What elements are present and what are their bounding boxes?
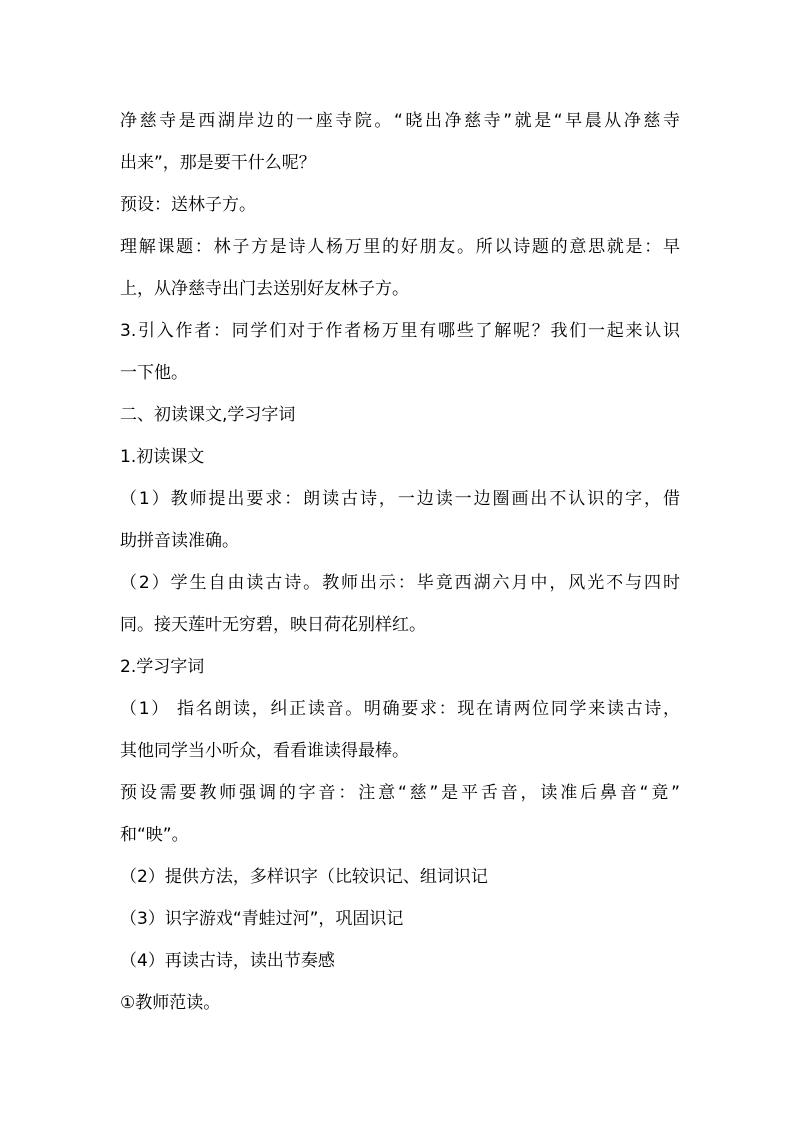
paragraph-line: 上，从净慈寺出门去送别好友林子方。 — [120, 279, 409, 299]
paragraph-line: （3）识字游戏“青蛙过河”，巩固识记 — [120, 909, 404, 929]
paragraph-line: 助拼音读准确。 — [120, 531, 239, 551]
paragraph-line: （4）再读古诗，读出节奏感 — [120, 951, 335, 971]
paragraph-line: （2）提供方法，多样识字（比较识记、组词识记 — [120, 867, 488, 887]
paragraph-line: 其他同学当小听众，看看谁读得最棒。 — [120, 741, 409, 761]
paragraph-line: 同。接天莲叶无穷碧，映日荷花别样红。 — [120, 615, 426, 635]
paragraph-line: ①教师范读。 — [120, 993, 221, 1013]
paragraph-line: （1） 指名朗读，纠正读音。明确要求：现在请两位同学来读古诗， — [120, 699, 680, 719]
paragraph-line: 和“映”。 — [120, 825, 189, 845]
paragraph-line: 3.引入作者：同学们对于作者杨万里有哪些了解呢？我们一起来认识 — [120, 321, 680, 341]
paragraph-line: 净慈寺是西湖岸边的一座寺院。“晓出净慈寺”就是“早晨从净慈寺 — [120, 111, 680, 131]
subsection-heading: 1.初读课文 — [120, 447, 205, 467]
paragraph-line: 出来”，那是要干什么呢？ — [120, 153, 316, 173]
subsection-heading: 2.学习字词 — [120, 657, 205, 677]
paragraph-line: 预设：送林子方。 — [120, 195, 256, 215]
paragraph-line: 理解课题：林子方是诗人杨万里的好朋友。所以诗题的意思就是：早 — [120, 237, 680, 257]
section-heading: 二、初读课文,学习字词 — [120, 405, 296, 425]
paragraph-line: （2）学生自由读古诗。教师出示：毕竟西湖六月中，风光不与四时 — [120, 573, 680, 593]
document-body — [120, 100, 680, 1024]
paragraph-line: 预设需要教师强调的字音：注意“慈”是平舌音，读准后鼻音“竟” — [120, 783, 680, 803]
paragraph-line: （1）教师提出要求：朗读古诗，一边读一边圈画出不认识的字，借 — [120, 489, 680, 509]
paragraph-line: 一下他。 — [120, 363, 188, 383]
